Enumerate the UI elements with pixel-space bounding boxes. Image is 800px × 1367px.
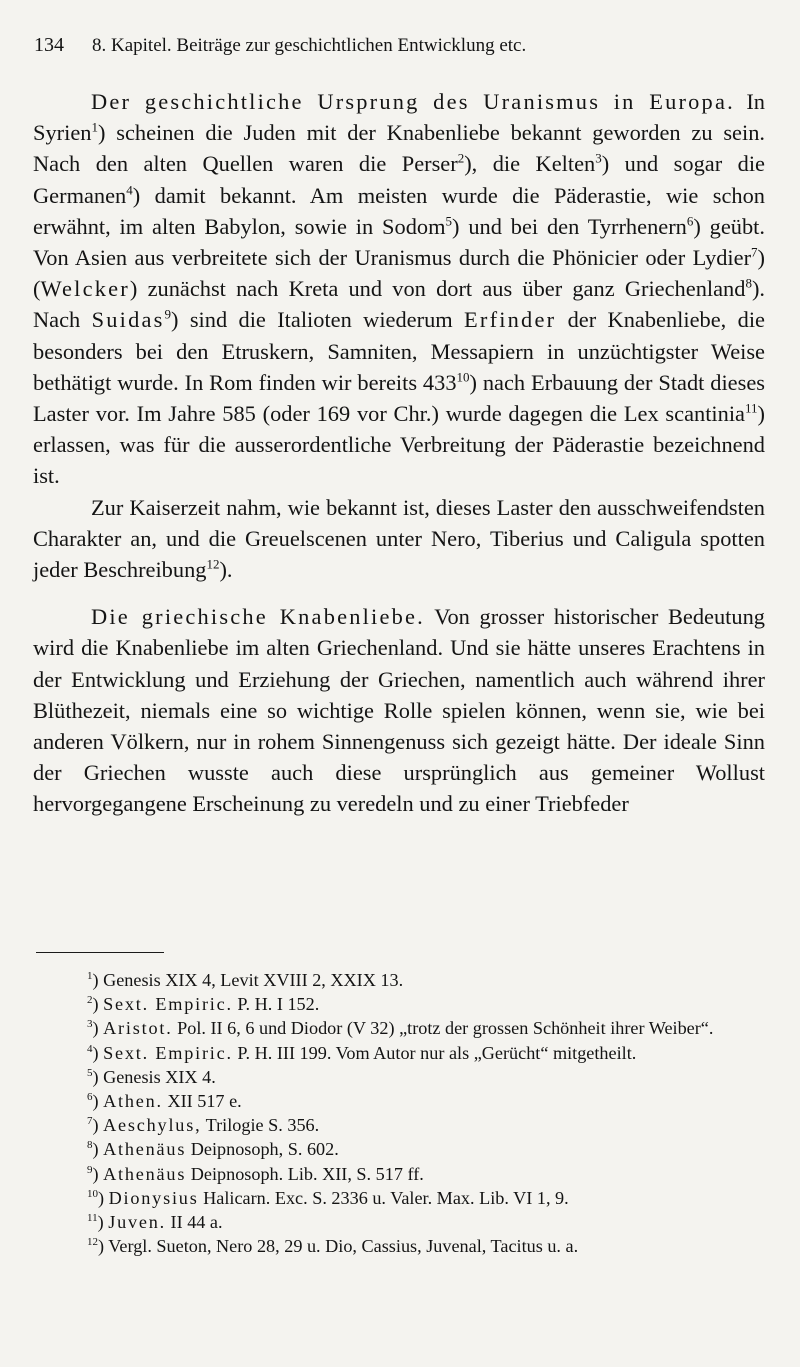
footnote-ref-4[interactable]: 4 bbox=[126, 182, 133, 198]
footnote-divider bbox=[36, 952, 164, 953]
footnote-ref-9[interactable]: 9 bbox=[164, 306, 172, 322]
footnote-1: $^1$) Genesis XIX 4, Levit XVIII 2, XXIX 13. bbox=[87, 969, 404, 990]
paragraph-griechische-knabenliebe: Die griechische Knabenliebe. Von grosser historischer Bedeutung wird die Knabenliebe im alten Griechenland. Und sie hätte unseres Erachtens in der Entwicklung und Erziehung der Griechen, namentlich auch während ihrer Blüthezeit, niemals eine so wichtige Rolle spielen können, wenn sie, wie bei anderen Völkern, nur in rohem Sinnengenuss sich gezeigt hätte. Der ideale Sinn der Griechen wusste auch diese ursprünglich aus gemeiner Wollust hervorgegangene Erscheinung zu veredeln und zu einer Triebfeder bbox=[33, 604, 765, 817]
author-suidas: Suidas bbox=[91, 307, 165, 333]
paragraph-kaiserzeit: Zur Kaiserzeit nahm, wie bekannt ist, dieses Laster den ausschweifendsten Charakter an, und die Greuelscenen unter Nero, Tiberius und Caligula spotten jeder Beschreibung$^{12}$). bbox=[33, 494, 765, 583]
footnote-11: $^{11}$) Juven. II 44 a. bbox=[87, 1211, 223, 1233]
author-welcker: Welcker bbox=[40, 276, 130, 302]
footnote-ref-1[interactable]: 1 bbox=[91, 119, 98, 135]
running-title: 8. Kapitel. Beiträge zur geschichtlichen Entwicklung etc. bbox=[92, 35, 527, 56]
footnote-5: $^5$) Genesis XIX 4. bbox=[87, 1066, 216, 1087]
footnote-2: $^2$) Sext. Empiric. P. H. I 152. bbox=[87, 994, 320, 1015]
footnote-ref-7[interactable]: 7 bbox=[751, 244, 758, 260]
footnote-7: $^7$) Aeschylus, Trilogie S. 356. bbox=[87, 1115, 320, 1136]
footnote-ref-6[interactable]: 6 bbox=[686, 213, 694, 229]
paragraph-uranismus-europa: Der geschichtliche Ursprung des Uranismus in Europa. In Syrien$^1$) scheinen die Juden mit der Knabenliebe bekannt geworden zu sein. Nach den alten Quellen waren die Perser$^2$), die Kelten$^3$) und sogar die Germanen$^4$) damit bekannt. Am meisten wurde die Päderastie, wie schon erwähnt, im alten Babylon, sowie in Sodom$^5$) und bei den Tyrrhenern$^6$) geübt. Von Asien aus verbreitete sich der Uranismus durch die Phönicier oder Lydier$^7$) (Welcker) zunächst nach Kreta und von dort aus über ganz Griechenland$^8$). Nach Suidas$^9$) sind die Italioten wiederum Erfinder der Knabenliebe, die besonders bei den Etruskern, Samniten, Messapiern in unzüchtigster Weise bethätigt wurde. In Rom finden wir bereits $433^{10}$) nach Erbauung der Stadt dieses Laster vor. Im Jahre 585 (oder 169 vor Chr.) wurde dagegen die Lex scantinia$^{11}$) erlassen, was für die ausserordentliche Verbreitung der Päderastie bezeichnend ist. bbox=[33, 89, 766, 489]
footnote-9: $^9$) Athenäus Deipnosoph. Lib. XII, S. 517 ff. bbox=[87, 1163, 424, 1184]
footnote-ref-2[interactable]: 2 bbox=[457, 150, 465, 166]
footnote-ref-11[interactable]: 11 bbox=[745, 400, 758, 416]
footnote-ref-5[interactable]: 5 bbox=[445, 213, 453, 229]
footnote-ref-10[interactable]: 10 bbox=[456, 369, 470, 385]
footnote-ref-12[interactable]: 12 bbox=[206, 556, 220, 572]
footnote-4: $^4$) Sext. Empiric. P. H. III 199. Vom Autor nur als „Gerücht“ mitgetheilt. bbox=[87, 1042, 637, 1063]
footnote-10: $^{10}$) Dionysius Halicarn. Exc. S. 2336 u. Valer. Max. Lib. VI 1, 9. bbox=[87, 1187, 569, 1208]
footnote-8: $^8$) Athenäus Deipnosoph, S. 602. bbox=[87, 1139, 339, 1160]
section-heading-griechische: Die griechische Knabenliebe. bbox=[91, 604, 425, 630]
page-number: 134 bbox=[34, 34, 64, 56]
section-heading-uranismus: Der geschichtliche Ursprung des Uranismus in Europa. bbox=[91, 89, 735, 114]
footnote-ref-3[interactable]: 3 bbox=[595, 150, 602, 166]
emphasis-erfinder: Erfinder bbox=[464, 307, 557, 333]
running-head bbox=[34, 34, 764, 57]
footnote-6: $^6$) Athen. XII 517 e. bbox=[87, 1090, 242, 1112]
main-text bbox=[33, 86, 765, 820]
footnote-ref-8[interactable]: 8 bbox=[745, 275, 752, 291]
footnotes bbox=[33, 968, 765, 1258]
footnote-12: $^{12}$) Vergl. Sueton, Nero 28, 29 u. Dio, Cassius, Juvenal, Tacitus u. a. bbox=[87, 1236, 579, 1257]
footnote-3: $^3$) Aristot. Pol. II 6, 6 und Diodor (V 32) „trotz der grossen Schönheit ihrer Weiber“. bbox=[87, 1018, 714, 1039]
